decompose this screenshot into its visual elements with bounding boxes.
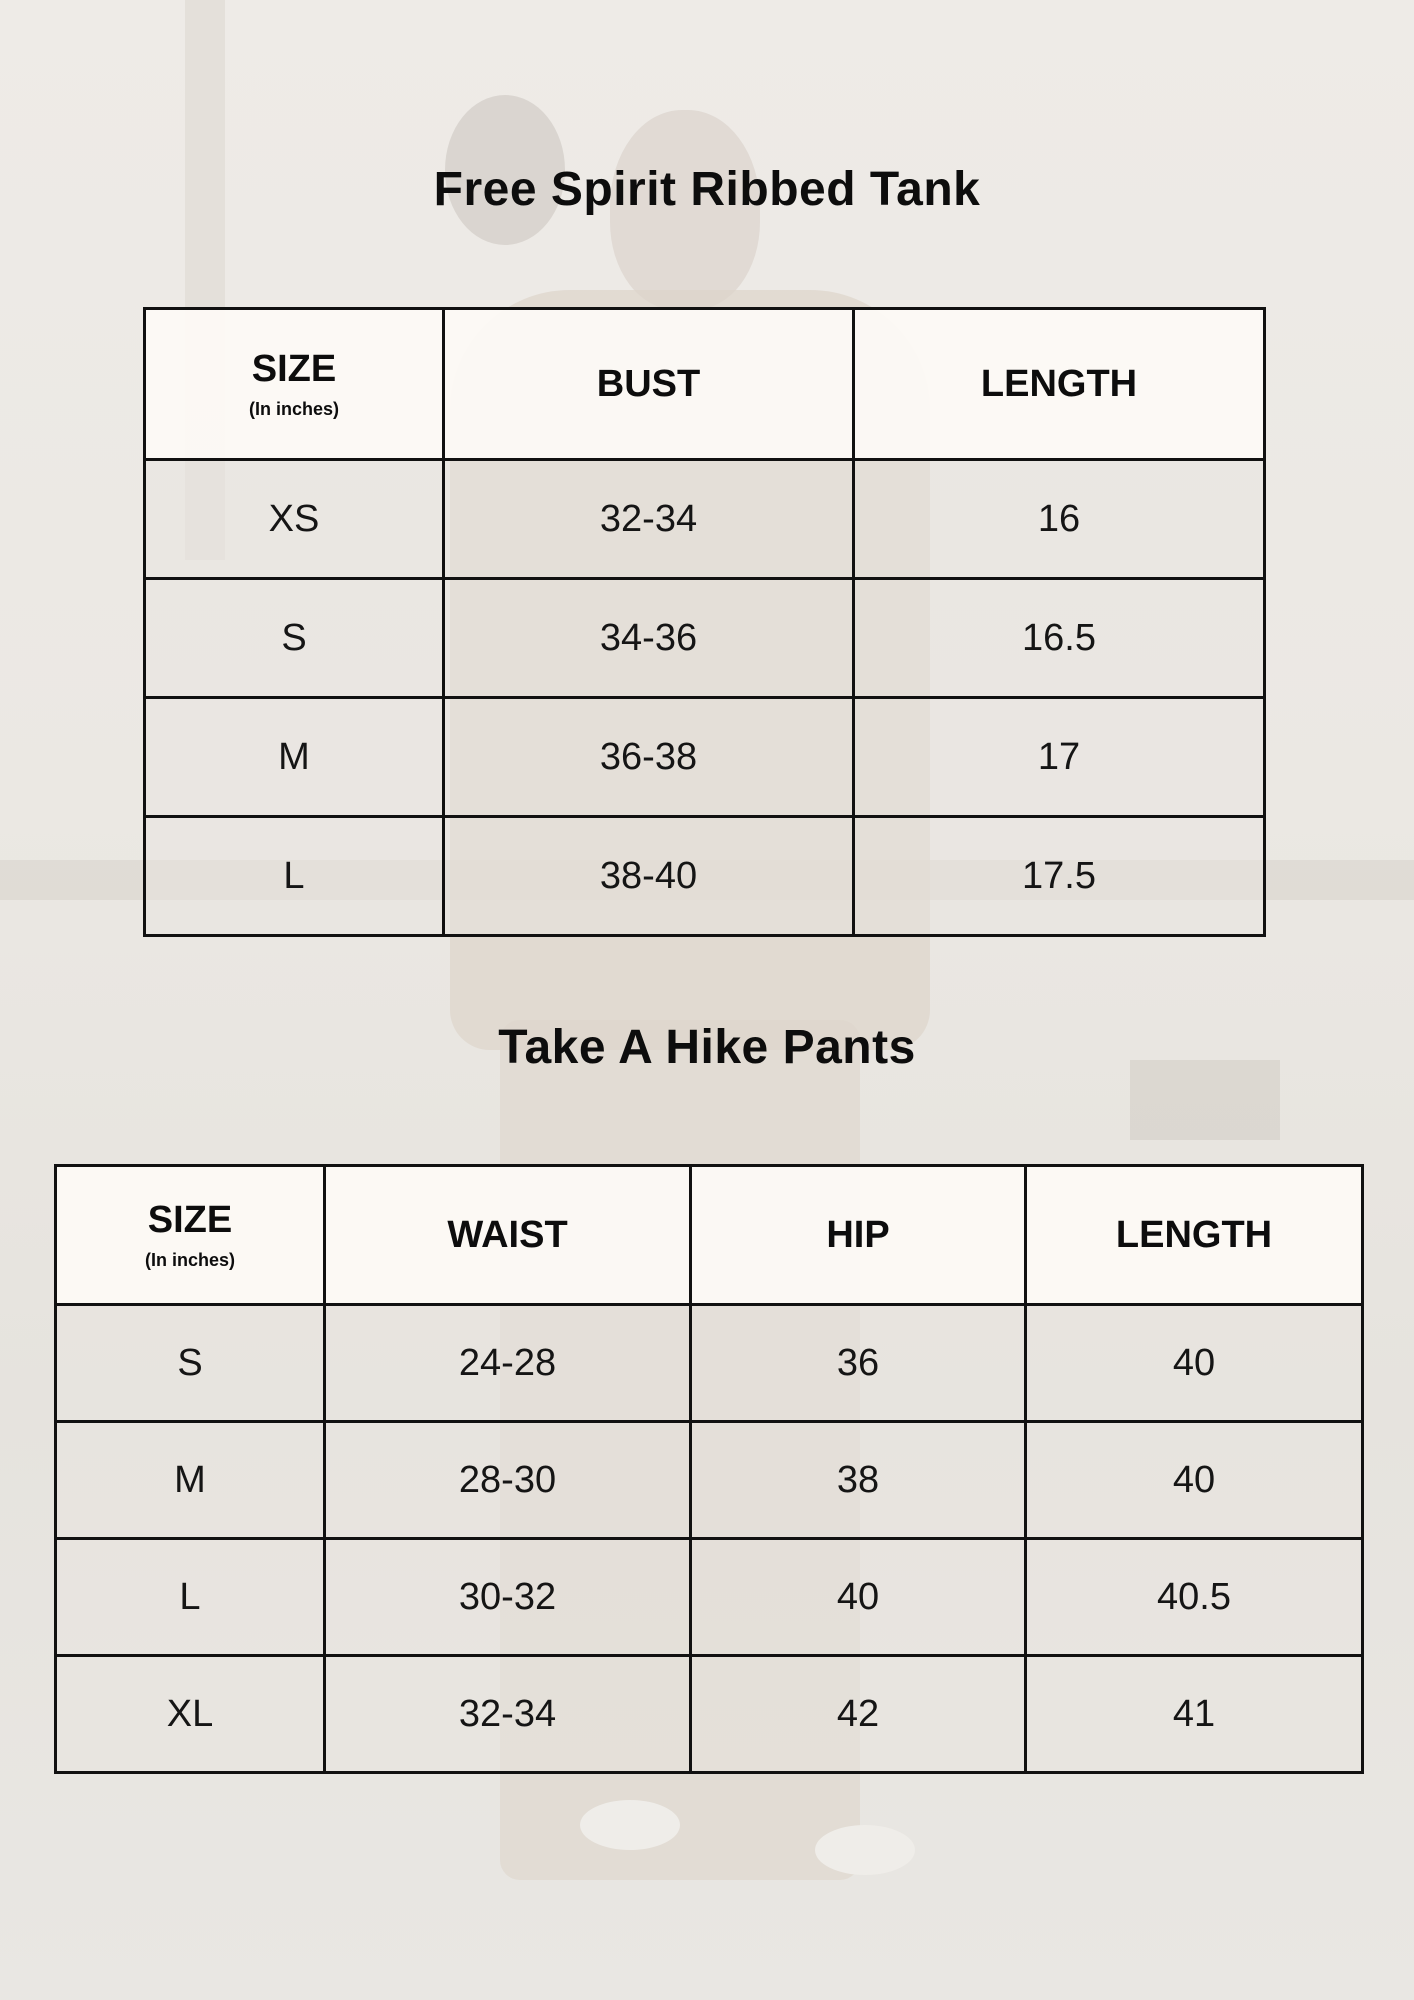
size-header-label: SIZE xyxy=(147,1199,233,1241)
hip-cell: 36 xyxy=(691,1305,1026,1422)
table-row xyxy=(145,698,1265,817)
tank-title: Free Spirit Ribbed Tank xyxy=(433,163,981,216)
pants-size-table xyxy=(54,1164,1364,1774)
size-header xyxy=(145,309,444,460)
length-cell: 40 xyxy=(1026,1422,1363,1539)
length-cell: 17.5 xyxy=(854,817,1265,936)
table-header-row xyxy=(145,309,1265,460)
table-row xyxy=(56,1539,1363,1656)
size-cell: XL xyxy=(56,1656,325,1773)
bust-cell: 32-34 xyxy=(444,460,854,579)
table-row xyxy=(145,817,1265,936)
bust-cell: 38-40 xyxy=(444,817,854,936)
waist-cell: 28-30 xyxy=(325,1422,691,1539)
length-cell: 16.5 xyxy=(854,579,1265,698)
length-cell: 17 xyxy=(854,698,1265,817)
table-row xyxy=(56,1305,1363,1422)
pants-title: Take A Hike Pants xyxy=(498,1021,916,1074)
waist-cell: 32-34 xyxy=(325,1656,691,1773)
table-row xyxy=(145,460,1265,579)
size-cell: L xyxy=(145,817,444,936)
size-cell: S xyxy=(145,579,444,698)
hip-cell: 40 xyxy=(691,1539,1026,1656)
size-header-note: (In inches) xyxy=(248,399,339,419)
size-header xyxy=(56,1166,325,1305)
table-row xyxy=(56,1656,1363,1773)
bust-header: BUST xyxy=(444,309,854,460)
length-cell: 40 xyxy=(1026,1305,1363,1422)
table-header-row xyxy=(56,1166,1363,1305)
length-cell: 16 xyxy=(854,460,1265,579)
table-row xyxy=(145,579,1265,698)
length-cell: 40.5 xyxy=(1026,1539,1363,1656)
size-cell: S xyxy=(56,1305,325,1422)
waist-cell: 24-28 xyxy=(325,1305,691,1422)
table-row xyxy=(56,1422,1363,1539)
tank-size-table xyxy=(143,307,1266,937)
bust-cell: 34-36 xyxy=(444,579,854,698)
size-cell: M xyxy=(145,698,444,817)
waist-cell: 30-32 xyxy=(325,1539,691,1656)
size-header-label: SIZE xyxy=(251,348,337,390)
bust-cell: 36-38 xyxy=(444,698,854,817)
hip-header: HIP xyxy=(691,1166,1026,1305)
size-cell: M xyxy=(56,1422,325,1539)
size-header-note: (In inches) xyxy=(144,1250,235,1270)
hip-cell: 38 xyxy=(691,1422,1026,1539)
size-cell: L xyxy=(56,1539,325,1656)
length-header: LENGTH xyxy=(1026,1166,1363,1305)
size-cell: XS xyxy=(145,460,444,579)
length-cell: 41 xyxy=(1026,1656,1363,1773)
length-header: LENGTH xyxy=(854,309,1265,460)
hip-cell: 42 xyxy=(691,1656,1026,1773)
waist-header: WAIST xyxy=(325,1166,691,1305)
